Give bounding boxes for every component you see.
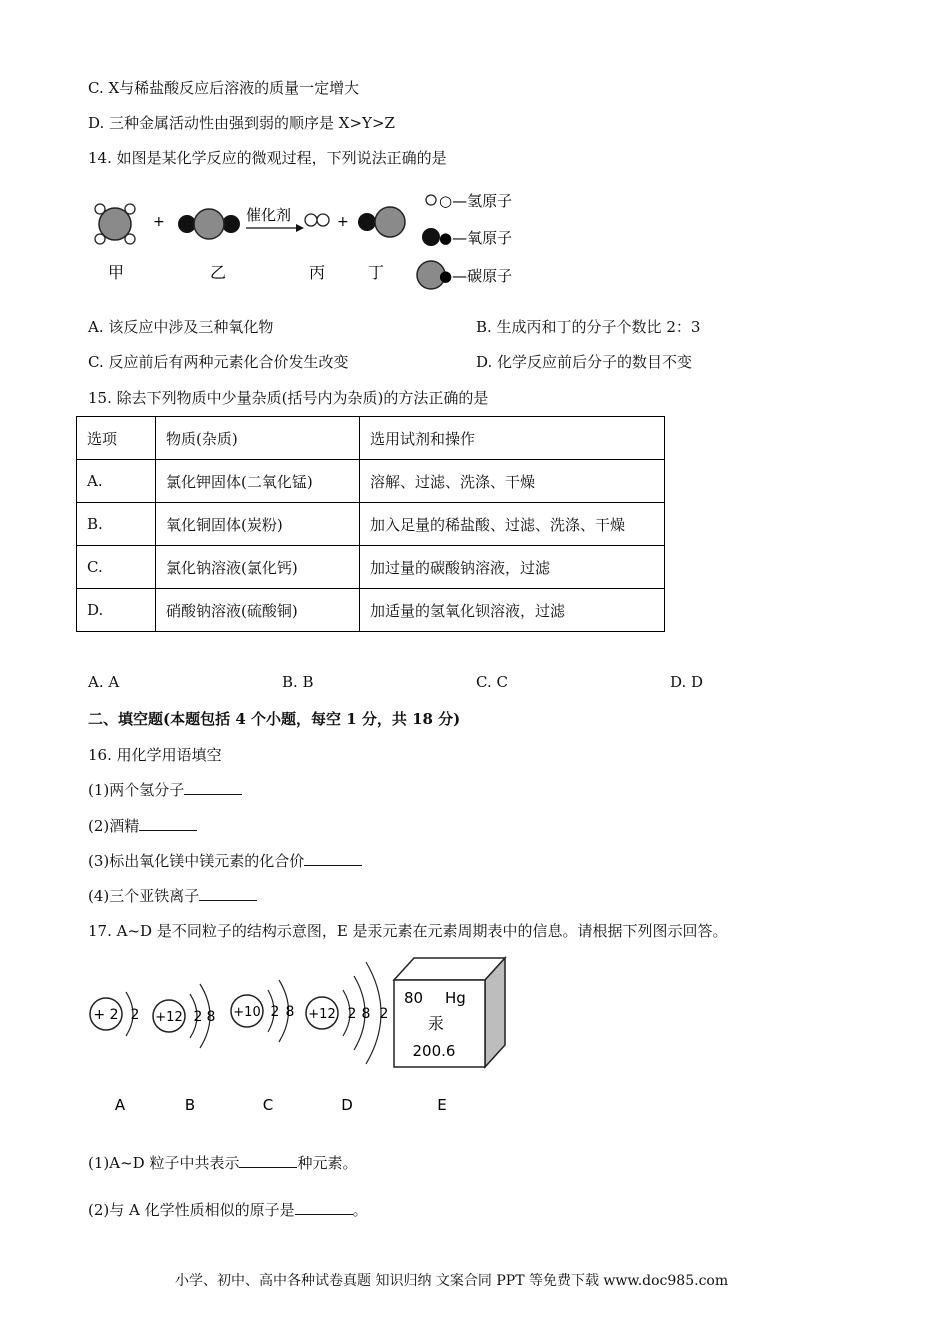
q16-item-2: (2)酒精 [88,815,197,836]
particle-a [90,992,139,1114]
q14-option-c: C. 反应前后有两种元素化合价发生改变 [88,353,349,371]
q14-stem: 14. 如图是某化学反应的微观过程，下列说法正确的是 [88,149,447,167]
methane-molecule [95,204,135,244]
table-cell: D. [77,589,156,632]
q17-sub2: (2)与 A 化学性质相似的原子是 。 [88,1201,368,1219]
table-header: 选项 [77,417,156,460]
catalyst-label: 催化剂 [246,206,292,224]
q16-item-3: (3)标出氧化镁中镁元素的化合价 [88,850,362,871]
table-cell: A. [77,460,156,503]
section-title: 二、填空题(本题包括 4 个小题，每空 1 分，共 18 分) [88,710,461,728]
legend-carbon: ●—碳原子 [439,267,513,285]
q16-item-1: (1)两个氢分子 [88,779,242,800]
table-row [77,460,665,503]
svg-text:2: 2 [270,1004,280,1020]
answer-blank[interactable] [184,782,242,795]
answer-blank[interactable] [239,1155,297,1168]
table-header: 物质(杂质) [156,417,360,460]
table-cell: 加适量的氢氧化钡溶液，过滤 [360,589,665,632]
particle-d [306,962,388,1114]
q17-stem: 17. A~D 是不同粒子的结构示意图，E 是汞元素在元素周期表中的信息。请根据下列图示回答。 [88,922,728,940]
svg-text:8: 8 [206,1009,216,1025]
q15-stem: 15. 除去下列物质中少量杂质(括号内为杂质)的方法正确的是 [88,389,489,407]
particle-b [153,984,215,1114]
label-bing: 丙 [309,263,326,282]
svg-text:+12: +12 [308,1007,336,1022]
table-cell: 氯化钾固体(二氧化锰) [156,460,360,503]
table-cell: 硝酸钠溶液(硫酸铜) [156,589,360,632]
table-header-row [77,417,665,460]
table-row [77,546,665,589]
q15-table [76,416,665,632]
page-footer[interactable]: 小学、初中、高中各种试卷真题 知识归纳 文案合同 PPT 等免费下载 www.doc985.com [175,1273,729,1289]
q15-answer-d: D. D [670,673,704,691]
answer-blank[interactable] [199,888,257,901]
q15-answer-a: A. A [88,673,120,691]
label-jia: 甲 [108,263,125,282]
q15-answer-c: C. C [476,673,508,691]
legend [417,192,512,289]
q14-reaction-diagram [80,180,540,295]
co2-molecule [178,209,240,239]
svg-text:2: 2 [347,1006,357,1022]
svg-text:80: 80 [404,989,424,1007]
svg-text:A: A [114,1096,126,1114]
table-cell: 氧化铜固体(炭粉) [156,503,360,546]
table-cell: C. [77,546,156,589]
label-yi: 乙 [210,263,227,282]
co-molecule [358,207,405,237]
table-cell: 加过量的碳酸钠溶液，过滤 [360,546,665,589]
svg-text:Hg: Hg [445,989,466,1007]
q17-particle-diagrams [80,950,520,1125]
plus-sign-1: + [153,214,165,230]
particle-c [231,980,294,1114]
answer-blank[interactable] [295,1202,353,1215]
table-header: 选用试剂和操作 [360,417,665,460]
svg-text:2: 2 [130,1007,140,1023]
table-row [77,589,665,632]
svg-text:D: D [341,1096,353,1114]
svg-text:2: 2 [193,1009,203,1025]
q15-answer-b: B. B [282,673,314,691]
q16-item-4: (4)三个亚铁离子 [88,885,257,906]
label-ding: 丁 [368,263,385,282]
h2-molecule [305,214,329,226]
svg-text:B: B [184,1096,196,1114]
table-cell: 氯化钠溶液(氯化钙) [156,546,360,589]
answer-blank[interactable] [139,818,197,831]
svg-text:+ 2: + 2 [93,1007,119,1023]
svg-text:8: 8 [361,1006,371,1022]
svg-text:2: 2 [379,1006,389,1022]
legend-hydrogen: ○—氢原子 [439,192,513,210]
answer-blank[interactable] [304,853,362,866]
element-cell-mercury [394,958,505,1114]
q16-stem: 16. 用化学用语填空 [88,746,222,764]
svg-text:汞: 汞 [427,1014,445,1033]
svg-text:C: C [262,1096,274,1114]
svg-text:E: E [437,1096,447,1114]
table-cell: 溶解、过滤、洗涤、干燥 [360,460,665,503]
q13-option-d: D. 三种金属活动性由强到弱的顺序是 X>Y>Z [88,114,395,132]
svg-text:+10: +10 [233,1005,261,1020]
q14-option-d: D. 化学反应前后分子的数目不变 [476,353,693,371]
svg-text:8: 8 [285,1004,295,1020]
q17-sub1: (1)A~D 粒子中共表示 种元素。 [88,1154,358,1172]
svg-text:200.6: 200.6 [412,1042,456,1060]
legend-oxygen: ●—氧原子 [439,229,513,247]
q14-option-b: B. 生成丙和丁的分子个数比 2：3 [476,318,701,336]
q14-option-a: A. 该反应中涉及三种氧化物 [88,318,274,336]
table-cell: 加入足量的稀盐酸、过滤、洗涤、干燥 [360,503,665,546]
table-cell: B. [77,503,156,546]
q13-option-c: C. X与稀盐酸反应后溶液的质量一定增大 [88,79,360,97]
table-row [77,503,665,546]
plus-sign-2: + [337,214,349,230]
svg-text:+12: +12 [155,1010,183,1025]
